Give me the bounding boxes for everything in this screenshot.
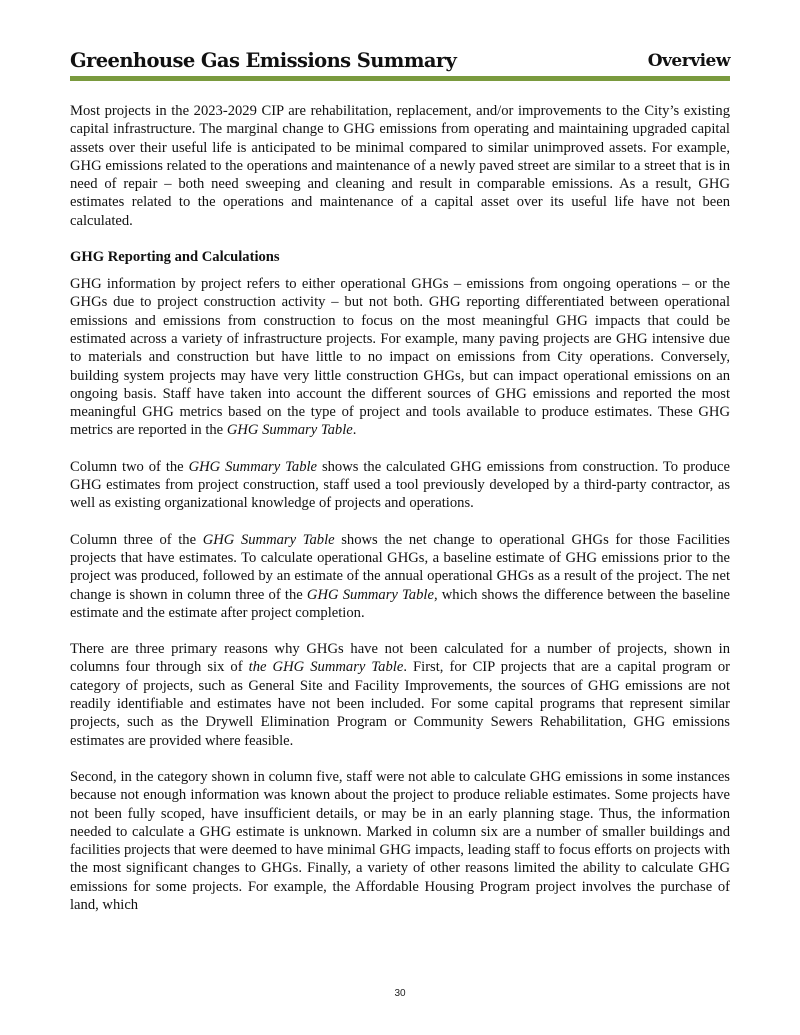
text-span: . — [352, 422, 357, 439]
table-reference: GHG Summary Table — [306, 586, 434, 603]
text-span: shows the net change to operational GHGs for those Facilities projects that have estimates. To calculate operational GHGs, a baseline estimate of GHG emissions prior to the project was produced, followed by an estimate of the annual operational GHGs as a result of the project. The net change is shown in column three of the — [70, 531, 730, 603]
intro-paragraph: Most projects in the 2023-2029 CIP are rehabilitation, replacement, and/or improvements to the City’s existing capital infrastructure. The marginal change to GHG emissions from operating and maintaining upgraded capital assets over their useful life is anticipated to be minimal compared to similar unimproved assets. For example, GHG emissions related to the operations and maintenance of a newly paved street are similar to a street that is in need of repair – both need sweeping and cleaning and result in comparable emissions. As a result, GHG estimates related to the operations and maintenance of a capital asset over its useful life have not been calculated. — [70, 103, 730, 229]
text-span: There are three primary reasons why GHGs have not been calculated for a number of projects, shown in columns four through six of — [70, 641, 730, 676]
page-header — [70, 44, 730, 74]
page-number: 30 — [394, 988, 406, 999]
text-span: , which shows the difference between the baseline estimate and the estimate after project completion. — [70, 586, 730, 621]
table-reference: the GHG Summary Table — [248, 659, 404, 676]
section-label: Overview — [647, 51, 730, 71]
page-title: Greenhouse Gas Emissions Summary — [70, 49, 457, 72]
document-page — [70, 44, 730, 932]
paragraph-column-three — [70, 531, 730, 622]
text-span: Column three of the — [70, 531, 203, 548]
text-span: GHG information by project refers to either operational GHGs – emissions from ongoing operations – or the GHGs due to project construction activity – but not both. GHG reporting differentiated between operational emissions and emissions from construction to focus on the most meaningful GHG impacts that could be estimated across a variety of infrastructure projects. For example, many paving projects are GHG intensive due to materials and construction but have little to no impact on emissions from City operations. Conversely, building system projects may have very little construction GHGs, but can impact operational emissions on an ongoing basis. Staff have taken into account the different sources of GHG emissions and reported the most meaningful GHG metrics based on the type of project and tools available to produce estimates. These GHG metrics are reported in the — [70, 276, 730, 439]
table-reference: GHG Summary Table — [188, 458, 318, 475]
paragraph-column-two — [70, 458, 730, 513]
section-heading: GHG Reporting and Calculations — [70, 249, 280, 266]
text-span: Column two of the — [70, 458, 189, 475]
paragraph-second-reason: Second, in the category shown in column five, staff were not able to calculate GHG emissions in some instances because not enough information was known about the project to produce reliable estimates. Some projects have not been fully scoped, have insufficient details, or may be in an early planning stage. Thus, the information needed to calculate a GHG estimate is unknown. Marked in column six are a number of smaller buildings and facilities projects that were deemed to have minimal GHG impacts, leading staff to focus efforts on projects with the most significant changes to GHGs. Finally, a variety of other reasons limited the ability to calculate GHG emissions for some projects. For example, the Affordable Housing Program project involves the purchase of land, which — [70, 768, 730, 913]
body-content — [70, 102, 730, 914]
table-reference: GHG Summary Table — [226, 422, 353, 439]
header-rule — [70, 76, 730, 81]
paragraph-reporting — [70, 275, 730, 440]
text-span: . First, for CIP projects that are a capital program or category of projects, such as General Site and Facility Improvements, the sources of GHG emissions are not readily identifiable and estimates have not been included. For some capital programs that represent similar projects, such as the Drywell Elimination Program or Community Sewers Rehabilitation, GHG emissions estimates are provided where feasible. — [70, 659, 731, 749]
paragraph-three-reasons — [70, 640, 730, 750]
text-span: shows the calculated GHG emissions from construction. To produce GHG estimates from project construction, staff used a tool previously developed by a third-party contractor, as well as existing organizational knowledge of projects and operations. — [70, 458, 730, 512]
table-reference: GHG Summary Table — [202, 531, 335, 548]
